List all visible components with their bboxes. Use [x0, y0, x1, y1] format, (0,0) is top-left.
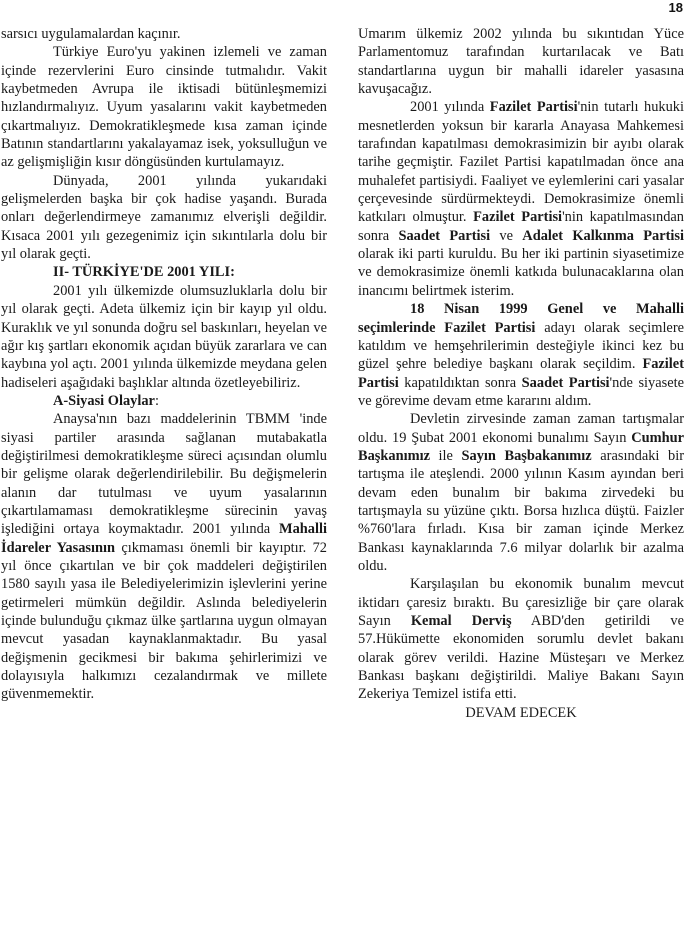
text-run: arasındaki bir tartışma ile ateşlendi. 2000 yılının Kasım ayından beri devam eden bunalım bir bakıma zirvedeki bu tartışmayla su yüzüne çıktı. Borsa hızlıca düştü. Faizler %760'lara fırladı. Kısa bir zaman içinde Merkez Bankası kaynaklarında 7.6 milyar dolarlık bir azalma oldu. — [358, 447, 684, 574]
paragraph: Dünyada, 2001 yılında yukarıdaki gelişmelerden başka bir çok hadise yaşandı. Burada onları değerlendirmeye zamanımız elverişli değildir. Kısaca 2001 yılı gezegenimiz için sıkıntılarla dolu bir yıl olarak geçti. — [1, 172, 327, 263]
text-run: Anaysa'nın bazı maddelerinin TBMM 'inde siyasi partiler arasında sağlanan mutabakatla değiştirilmesi demokratikleşme süreci açısından olumlu bir gelişme olarak değerlendirilebilir. Bu değişmelerin alanın dar tutulması ve uyum yasalarının çıkartılamaması demokratikleşme sürecinin yavaş işlediğini ortaya koymaktadır. 2001 yılında — [1, 411, 327, 538]
bold-text-run: Kemal Derviş — [410, 613, 512, 629]
paragraph — [1, 410, 327, 704]
text-run: Karşılaşılan bu ekonomik bunalım mevcut iktidarı çaresiz bıraktı. Bu çaresizliğe bir çare olarak Sayın — [358, 576, 684, 629]
paragraph — [358, 575, 684, 703]
bold-text-run: Cumhur Başkanımız — [358, 429, 684, 464]
paragraph: 2001 yılı ülkemizde olumsuzluklarla dolu bir yıl olarak geçti. Adeta ülkemiz için bir kayıp yıl oldu. Kuraklık ve yıl sonunda doğru sel baskınları, heyelan ve ağır kış şartları ekonomik açıdan büyük zararlara ve can kaybına yol açtı. 2001 yılında ülkemizde meydana gelen hadiseleri aşağıdaki başlıklar altında özetleyebiliriz. — [1, 282, 327, 391]
text-run: ABD'den getirildi ve 57.Hükümette ekonomiden sorumlu devlet bakanı olarak görev verildi. Hazine Müsteşarı ve Merkez Bankası başkanı değiştirildi. Maliye Bakanı Sayın Zekeriya Temizel istifa etti. — [358, 613, 684, 703]
section-heading: II- TÜRKİYE'DE 2001 YILI: — [53, 264, 235, 281]
bold-text-run: 18 Nisan 1999 Genel ve Mahalli seçimlerinde Fazilet Partisi — [358, 301, 684, 336]
text-run: 'nde siyasete ve görevime devam etme kararını aldım. — [358, 374, 685, 409]
paragraph — [358, 98, 684, 300]
text-run: adayı olarak seçimlere katıldım ve hemşehrilerimin desteğiyle ikinci kez bu güzel şehre belediye başkanı olarak seçildim. — [358, 319, 685, 373]
bold-text-run: Fazilet Partisi — [489, 99, 578, 116]
subsection-title: A-Siyasi Olaylar — [53, 392, 155, 409]
subsection-heading — [1, 392, 327, 410]
text-run: 'nin tutarlı hukuki mesnetlerden yoksun bir kararla Anayasa Mahkemesi tarafından kapatılması demokrasimizin bir ayıbı olarak tarihe geçmiştir. Fazilet Partisi kapatılmadan önce ana muhalefet partisiydi. Faaliyet ve eylemlerini cari yasalar çerçevesinde sürdürmekteydi. Demokrasimize önemli katkıları olmuştur. — [358, 99, 684, 226]
bold-text-run: Sayın Başbakanımız — [461, 447, 592, 464]
paragraph — [358, 410, 684, 575]
right-column — [358, 25, 684, 722]
text-run: 2001 yılında — [410, 99, 490, 116]
bold-text-run: Fazilet Partisi — [358, 356, 684, 391]
subsection-colon: : — [154, 392, 159, 409]
continued-note: DEVAM EDECEK — [465, 704, 577, 721]
text-run: ile — [429, 447, 462, 464]
paragraph — [358, 300, 684, 410]
text-run: çıkmaması önemli bir kayıptır. 72 yıl önce çıkartılan ve bir çok maddeleri değiştirilen 1580 sayılı yasa ile Belediyelerimizin işlevlerini yerine getirmeleri mümkün değildir. Aslında belediyelerin içinde bulunduğu çıkmaz ülke şartlarına uygun olmayan mevcut yasadan kaynaklanmaktadır. Bu yasal değişmenin gecikmesi bir bakıma şehirlerimizi ve dolayısıyla halkımızı cezalandırmak ve millete güvenmemektir. — [1, 539, 327, 703]
text-run: olarak iki parti kuruldu. Bu her iki partinin siyasetimize ve demokrasimize önemli katkıda bulunacaklarına olan inancımı belirtmek isterim. — [358, 246, 684, 299]
bold-text-run: Saadet Partisi — [521, 374, 610, 391]
text-run: 'nin kapatılmasından sonra — [358, 209, 684, 244]
text-run: Devletin zirvesinde zaman zaman tartışmalar oldu. 19 Şubat 2001 ekonomi bunalımı Sayın — [358, 411, 684, 446]
text-run: ve — [490, 227, 523, 244]
paragraph: Umarım ülkemiz 2002 yılında bu sıkıntıdan Yüce Parlamentomuz tarafından kurtarılacak ve Batı standartlarına uygun bir mahalli idareler yasasına kavuşacağız. — [358, 26, 684, 98]
left-column — [1, 25, 327, 704]
paragraph: sarsıcı uygulamalardan kaçınır. — [1, 26, 181, 42]
bold-text-run: Adalet Kalkınma Partisi — [522, 227, 684, 244]
bold-text-run: Mahalli İdareler Yasasının — [1, 521, 327, 556]
page-number: 18 — [668, 0, 683, 15]
text-run: kapatıldıktan sonra — [398, 374, 522, 391]
bold-text-run: Saadet Partisi — [398, 227, 491, 244]
paragraph: Türkiye Euro'yu yakinen izlemeli ve zaman içinde rezervlerini Euro cinsinde tutmalıdır. Vakit kaybetmeden Avrupa ile iktisadi bütünleşmemizi hızlandırmalıyız. Uyum yasalarını vakit kaybetmeden çıkartmalıyız. Demokratikleşmede kısa zaman içinde Batının standartlarını yakalayamaz isek, yoksulluğun ve az gelişmişliğin kısır döngüsünden kurtulamayız. — [1, 44, 327, 171]
bold-text-run: Fazilet Partisi — [473, 209, 563, 226]
